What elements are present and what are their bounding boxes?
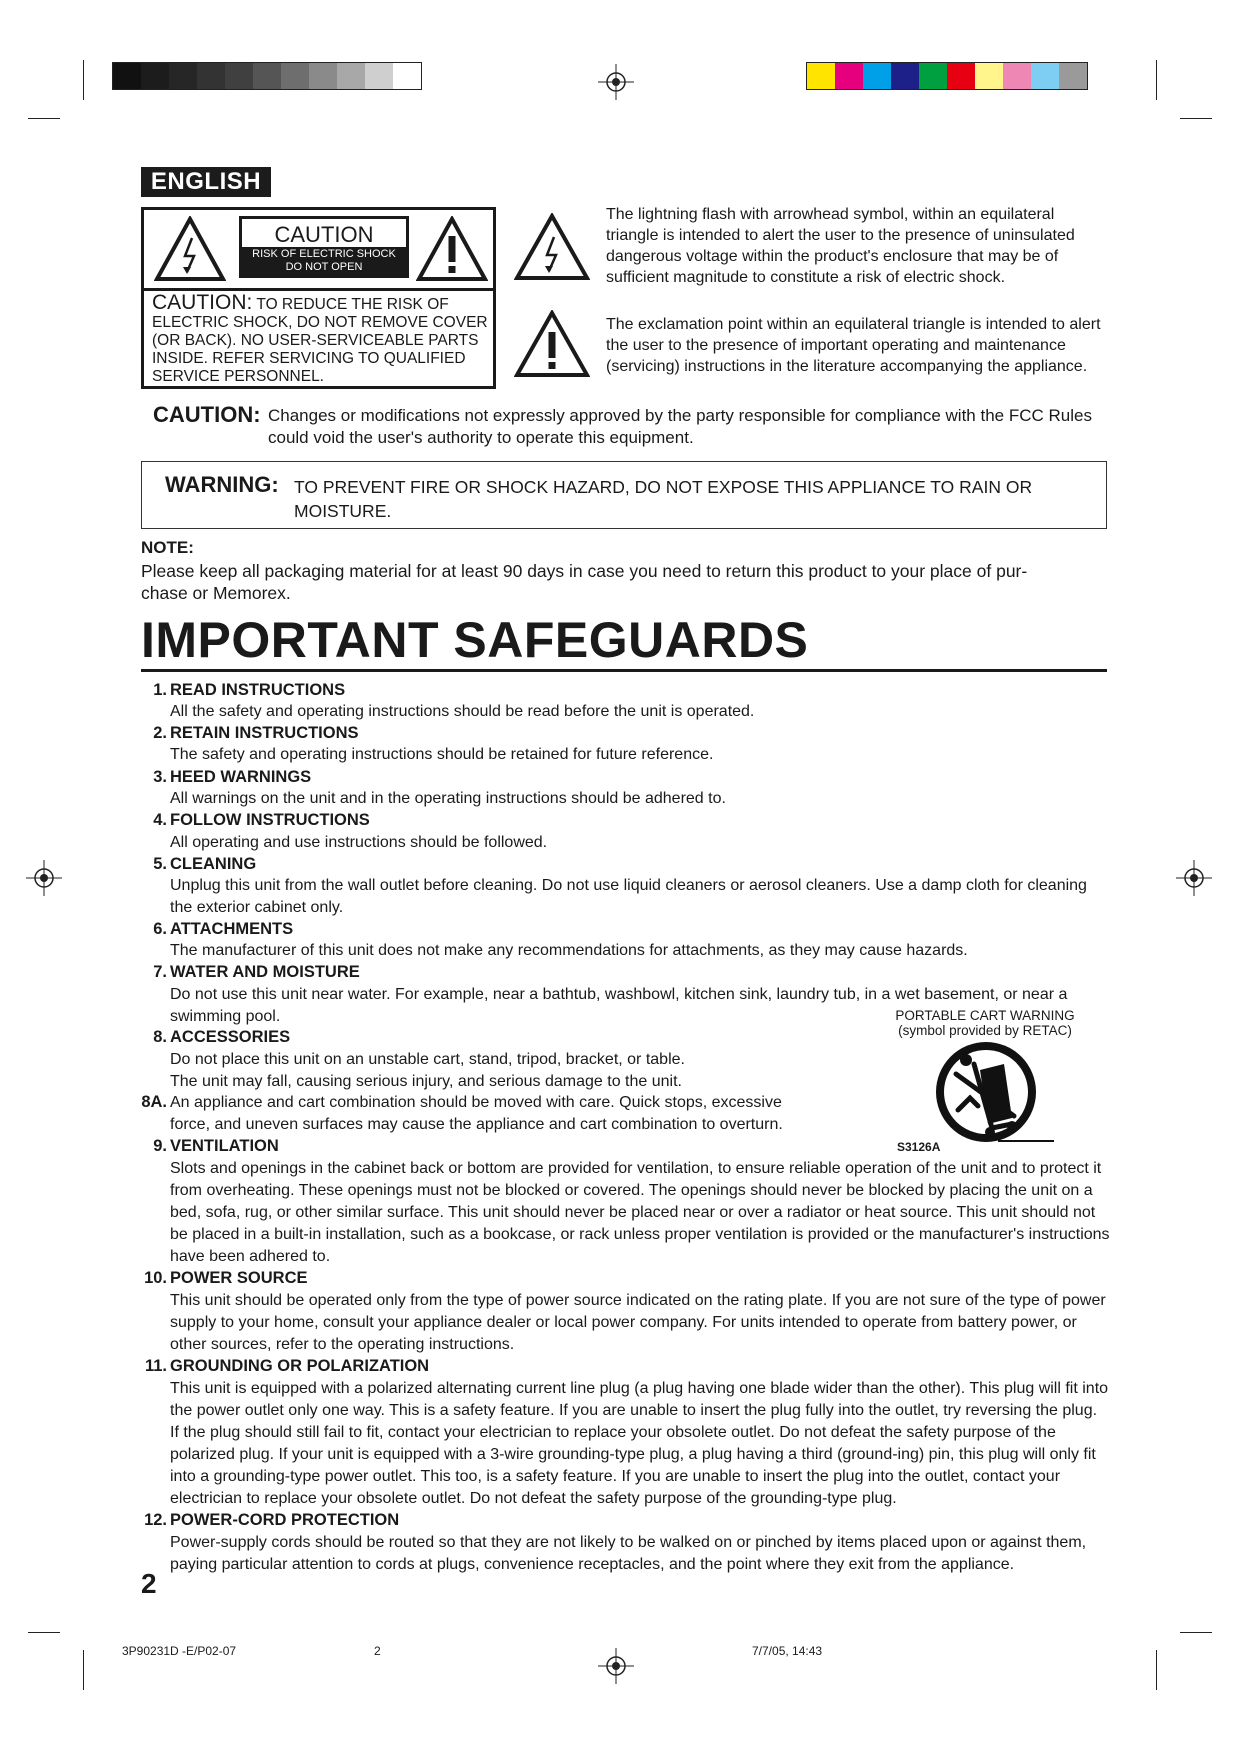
print-timestamp: 7/7/05, 14:43 — [752, 1644, 823, 1658]
registration-target-icon — [1176, 860, 1212, 896]
grayscale-calibration-bar — [112, 62, 422, 90]
caution-sticker-title: CAUTION — [274, 222, 374, 247]
item-body: All the safety and operating instructions should be read before the unit is operated. — [170, 703, 755, 720]
calibration-swatch — [835, 63, 863, 89]
exclamation-symbol-icon — [514, 310, 590, 378]
caution-sticker — [239, 216, 409, 278]
cart-caption-line: (symbol provided by RETAC) — [898, 1023, 1072, 1038]
document-code: 3P90231D -E/P02-07 — [122, 1644, 237, 1658]
item-number: 10. — [144, 1269, 167, 1287]
calibration-swatch — [281, 63, 309, 89]
item-body — [170, 1092, 860, 1136]
calibration-swatch — [1031, 63, 1059, 89]
lightning-symbol-text: The lightning flash with arrowhead symbol, within an equilateral triangle is intended to alert the user to the presence of uninsulated dangerous voltage within the product's enclosure that may be of sufficient magnitude to constitute a risk of electric shock. — [606, 206, 1075, 286]
crop-mark — [83, 1650, 84, 1690]
item-heading: GROUNDING OR POLARIZATION — [170, 1357, 430, 1375]
calibration-swatch — [919, 63, 947, 89]
note-line: Please keep all packaging material for at least 90 days in case you need to return this product to your place of pur- — [141, 561, 1028, 581]
item-body: This unit should be operated only from the type of power source indicated on the rating plate. If you are not sure of the type of power supply to your home, consult your appliance dealer or local power company. For units intended to operate from battery power, or other sources, refer to the operating instructions. — [170, 1292, 1106, 1353]
item-number: 8A. — [141, 1093, 167, 1111]
caution-body-line: SERVICE PERSONNEL. — [152, 368, 324, 385]
cart-caption-line: PORTABLE CART WARNING — [895, 1008, 1075, 1023]
calibration-swatch — [141, 63, 169, 89]
title-underline — [141, 669, 1107, 672]
caution-body-line: (OR BACK). NO USER-SERVICEABLE PARTS — [152, 332, 479, 349]
item-body: This unit is equipped with a polarized alternating current line plug (a plug having one blade wider than the other). This plug will fit into the power outlet only one way. This is a safety feature. If you are unable to insert the plug fully into the outlet, try reversing the plug. If the plug should still fail to fit, contact your electrician to replace your obsolete outlet. Do not defeat the safety purpose of the polarized plug. If your unit is equipped with a 3-wire grounding-type plug, a plug having a third (ground-ing) pin, this plug will only fit into a grounding-type power outlet. This too, is a safety feature. If you are unable to insert the plug into the outlet, contact your electrician to replace your obsolete outlet. Do not defeat the safety purpose of the grounding-type plug. — [170, 1380, 1109, 1507]
calibration-swatch — [309, 63, 337, 89]
item-body: All warnings on the unit and in the operating instructions should be adhered to. — [170, 790, 726, 807]
item-body: Unplug this unit from the wall outlet before cleaning. Do not use liquid cleaners or aerosol cleaners. Use a damp cloth for cleaning the exterior cabinet only. — [170, 877, 1087, 916]
risk-line: RISK OF ELECTRIC SHOCK — [252, 248, 396, 260]
calibration-swatch — [365, 63, 393, 89]
crop-mark — [28, 118, 60, 119]
crop-mark — [1156, 1650, 1157, 1690]
calibration-swatch — [1059, 63, 1087, 89]
item-body-line: force, and uneven surfaces may cause the appliance and cart combination to overturn. — [170, 1116, 783, 1133]
caution-label-box — [141, 207, 496, 389]
item-number: 3. — [153, 768, 167, 786]
item-heading: VENTILATION — [170, 1137, 279, 1155]
item-body: The manufacturer of this unit does not make any recommendations for attachments, as they may cause hazards. — [170, 942, 968, 959]
note-line: chase or Memorex. — [141, 583, 291, 603]
caution-body-lead: CAUTION: — [152, 291, 253, 314]
calibration-swatch — [863, 63, 891, 89]
language-badge: ENGLISH — [141, 167, 271, 197]
item-body — [170, 1049, 850, 1093]
note-heading: NOTE: — [141, 538, 194, 557]
item-number: 6. — [153, 920, 167, 938]
caution-body — [152, 291, 494, 386]
warning-text: TO PREVENT FIRE OR SHOCK HAZARD, DO NOT EXPOSE THIS APPLIANCE TO RAIN OR MOISTURE. — [294, 477, 1033, 521]
calibration-swatch — [225, 63, 253, 89]
calibration-swatch — [197, 63, 225, 89]
item-heading: FOLLOW INSTRUCTIONS — [170, 811, 370, 829]
exclamation-symbol-text: The exclamation point within an equilateral triangle is intended to alert the user to the presence of important operating and maintenance (servicing) instructions in the literature accompanying the appliance. — [606, 316, 1101, 375]
caution-body-text: TO REDUCE THE RISK OF — [256, 296, 449, 313]
calibration-swatch — [253, 63, 281, 89]
item-body: All operating and use instructions should be followed. — [170, 834, 548, 851]
calibration-swatch — [975, 63, 1003, 89]
item-number: 2. — [153, 724, 167, 742]
section-title: IMPORTANT SAFEGUARDS — [141, 612, 809, 668]
item-heading: ATTACHMENTS — [170, 920, 294, 938]
caution-body-line — [152, 291, 494, 314]
lightning-symbol-icon — [514, 213, 590, 281]
item-body: Power-supply cords should be routed so that they are not likely to be walked on or pinched by items placed upon or against them, paying particular attention to cords at plugs, convenience receptacles, and the point where they exit from the appliance. — [170, 1534, 1087, 1573]
page-number: 2 — [141, 1568, 157, 1599]
item-body-line: An appliance and cart combination should be moved with care. Quick stops, excessive — [170, 1094, 782, 1111]
calibration-swatch — [113, 63, 141, 89]
item-body-line: Do not place this unit on an unstable cart, stand, tripod, bracket, or table. — [170, 1051, 685, 1068]
item-heading: POWER-CORD PROTECTION — [170, 1511, 400, 1529]
item-body: Slots and openings in the cabinet back or bottom are provided for ventilation, to ensure reliable operation of the unit and to protect it from overheating. These openings must not be blocked or covered. The openings should never be blocked by placing the unit on a bed, sofa, rug, or other similar surface. This unit should never be placed near or over a radiator or heat source. This unit should not be placed in a built-in installation, such as a bookcase, or rack unless proper ventilation is provided or the manufacturer's instructions have been adhered to. — [170, 1160, 1110, 1265]
cart-symbol-code: S3126A — [897, 1140, 941, 1154]
crop-mark — [1156, 60, 1157, 100]
calibration-swatch — [891, 63, 919, 89]
item-heading: READ INSTRUCTIONS — [170, 681, 346, 699]
calibration-swatch — [1003, 63, 1031, 89]
calibration-swatch — [393, 63, 421, 89]
item-heading: CLEANING — [170, 855, 257, 873]
calibration-swatch — [947, 63, 975, 89]
caution-body-line: INSIDE. REFER SERVICING TO QUALIFIED — [152, 350, 466, 367]
registration-target-icon — [26, 860, 62, 896]
item-number: 11. — [144, 1357, 167, 1375]
crop-mark — [28, 1632, 60, 1633]
crop-mark — [1180, 118, 1212, 119]
item-heading: ACCESSORIES — [170, 1028, 291, 1046]
risk-strip — [242, 247, 406, 275]
fcc-caution-label: CAUTION: — [153, 402, 261, 427]
item-body-line: The unit may fall, causing serious injury, and serious damage to the unit. — [170, 1073, 682, 1090]
warning-label: WARNING: — [165, 472, 279, 497]
lightning-warning-icon — [154, 216, 226, 282]
risk-line: DO NOT OPEN — [285, 261, 363, 273]
cart-warning-caption — [880, 1008, 1090, 1038]
page-reference: 2 — [374, 1644, 381, 1658]
item-number: 5. — [153, 855, 167, 873]
item-heading: RETAIN INSTRUCTIONS — [170, 724, 359, 742]
portable-cart-warning-icon — [928, 1040, 1056, 1152]
item-body: Do not use this unit near water. For example, near a bathtub, washbowl, kitchen sink, laundry tub, in a wet basement, or near a swimming pool. — [170, 986, 1068, 1025]
note-text — [141, 560, 1081, 604]
calibration-swatch — [169, 63, 197, 89]
item-heading: HEED WARNINGS — [170, 768, 312, 786]
item-heading: WATER AND MOISTURE — [170, 963, 360, 981]
calibration-swatch — [807, 63, 835, 89]
caution-body-line: ELECTRIC SHOCK, DO NOT REMOVE COVER — [152, 314, 488, 331]
exclamation-warning-icon — [416, 216, 488, 282]
warning-box — [141, 461, 1107, 529]
color-calibration-bar — [806, 62, 1088, 90]
item-heading: POWER SOURCE — [170, 1269, 308, 1287]
crop-mark — [83, 60, 84, 100]
item-number: 1. — [153, 681, 167, 699]
registration-target-icon — [598, 64, 634, 100]
crop-mark — [1180, 1632, 1212, 1633]
item-number: 12. — [144, 1511, 167, 1529]
item-number: 7. — [153, 963, 167, 981]
registration-target-icon — [598, 1648, 634, 1684]
item-number: 4. — [153, 811, 167, 829]
fcc-caution-text: Changes or modifications not expressly approved by the party responsible for compliance with the FCC Rules could void the user's authority to operate this equipment. — [268, 406, 1092, 447]
item-number: 9. — [153, 1137, 167, 1155]
calibration-swatch — [337, 63, 365, 89]
item-body: The safety and operating instructions should be retained for future reference. — [170, 746, 714, 763]
item-number: 8. — [153, 1028, 167, 1046]
